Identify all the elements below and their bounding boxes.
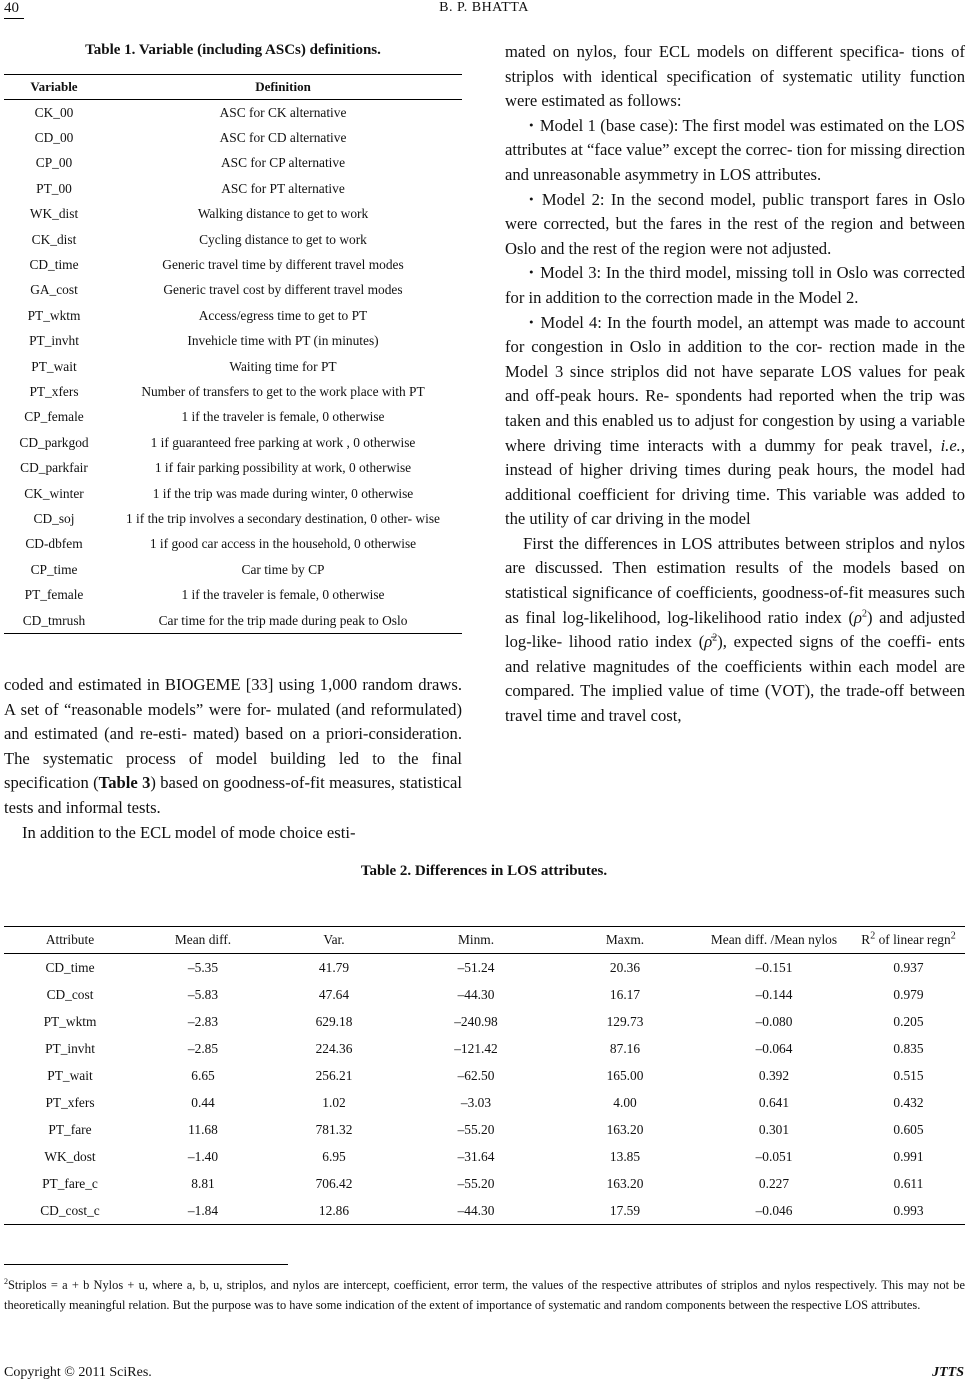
table2-cell-value: 16.17	[609, 986, 641, 1002]
table1-cell-definition: 1 if the traveler is female, 0 otherwise	[181, 587, 385, 603]
rho-superscript: 2	[861, 608, 867, 620]
table1	[4, 74, 462, 634]
table1-row	[4, 354, 462, 379]
table1-cell-definition: Car time by CP	[241, 561, 325, 577]
bullet-model-2: ・Model 2: In the second model, public transport fares in Oslo were corrected, but the fares in the rest of the region and between Oslo and the rest of the region were not adjusted.	[505, 189, 965, 258]
table2-cell-value: –62.50	[457, 1067, 495, 1083]
table1-cell-definition: 1 if the trip involves a secondary destination, 0 other- wise	[126, 510, 440, 526]
table2-cell-attribute: PT_invht	[45, 1040, 95, 1056]
table-reference: Table 3	[98, 773, 151, 793]
paragraph: mated on nylos, four ECL models on different specifica- tions of striplos with identical specification of systematic utility function were estimated as follows:	[505, 42, 965, 111]
table2-cell-value: 0.605	[893, 1121, 924, 1137]
table2-cell-value: 165.00	[606, 1067, 644, 1083]
table2-cell-value: –0.064	[755, 1040, 793, 1056]
table2-cell-value: 0.979	[893, 986, 924, 1002]
table2-header-row	[4, 927, 965, 954]
table1-cell-variable: PT_00	[36, 180, 72, 196]
table1-row	[4, 481, 462, 506]
table1-row	[4, 379, 462, 404]
table1-cell-variable: GA_cost	[30, 282, 78, 298]
paragraph-text: ) based on goodness-of-fit measures, statistical tests and informal tests.	[4, 773, 463, 817]
table1-caption: Table 1. Variable (including ASCs) definitions.	[85, 42, 381, 58]
table1-cell-variable: CK_winter	[24, 485, 84, 501]
paragraph	[505, 532, 965, 729]
table2-cell-value: –1.84	[136, 1197, 270, 1225]
table2-cell-value: –44.30	[457, 986, 495, 1002]
table2-cell-value: –55.20	[457, 1175, 495, 1191]
table1-cell-variable: CD_tmrush	[4, 608, 104, 634]
table1-header-definition: Definition	[104, 75, 462, 100]
table1-cell-definition: ASC for CD alternative	[219, 130, 347, 146]
table2-cell-value: 87.16	[609, 1040, 641, 1056]
table2-header-cell: Minm.	[398, 927, 554, 954]
table2-cell-value: 6.65	[191, 1067, 215, 1083]
table1-row	[4, 125, 462, 150]
italic-text: i.e.	[940, 435, 961, 455]
table1-cell-definition: 1 if fair parking possibility at work, 0 otherwise	[154, 460, 412, 476]
header-text: R	[861, 932, 871, 947]
paragraph-text: coded and estimated in BIOGEME [33] using 1,000 random draws. A set of “reasonable models” were for- mulated (and reformulated) and estimated (and re-esti- mated) based on a priori-consideration. The systematic process of model building led to the final specification (	[4, 675, 462, 793]
table2-cell-value: 629.18	[315, 1013, 353, 1029]
table2-cell-value: 224.36	[315, 1040, 353, 1056]
table2-cell-value: 41.79	[318, 959, 350, 975]
paragraph: In addition to the ECL model of mode choice esti-	[22, 822, 356, 842]
table2-cell-value: 12.86	[270, 1197, 398, 1225]
table2-cell-value: 0.993	[852, 1197, 965, 1225]
table2-cell-value: –2.85	[187, 1040, 219, 1056]
page-number: 40	[4, 0, 19, 16]
table2-cell-value: 8.81	[191, 1175, 215, 1191]
table1-cell-variable: CP_time	[30, 561, 78, 577]
table2-cell-value: 256.21	[315, 1067, 353, 1083]
rho-bar-superscript: 2	[712, 632, 718, 644]
table1-row	[4, 582, 462, 607]
table1-cell-definition: Walking distance to get to work	[197, 206, 369, 222]
table2-cell-value: 0.835	[893, 1040, 924, 1056]
table2-cell-value: –1.40	[187, 1148, 219, 1164]
table2-cell-value: –240.98	[454, 1013, 498, 1029]
table2-cell-value: 0.301	[758, 1121, 790, 1137]
paragraph-text: First the differences in LOS attributes between striplos and nylos are discussed. Then estimation results of the models based on statistical significance of coefficients, goodness-of-fit measures such as final log-likelihood, log-likelihood ratio index (	[505, 533, 965, 627]
table1-cell-variable: CK_dist	[31, 231, 77, 247]
table1-row	[4, 506, 462, 531]
table2-cell-value: 0.44	[191, 1094, 215, 1110]
table1-row	[4, 176, 462, 201]
table1-cell-definition: 1 if the trip was made during winter, 0 otherwise	[152, 485, 414, 501]
table2-row	[4, 1062, 965, 1089]
table2-cell-value: –0.080	[755, 1013, 793, 1029]
right-column-text	[505, 40, 965, 729]
table2-header-cell: Mean diff.	[136, 927, 270, 954]
table1-row	[4, 100, 462, 126]
table2-row	[4, 1116, 965, 1143]
paragraph	[4, 673, 462, 821]
footnote-rule	[4, 1264, 288, 1265]
table1-cell-variable: CD-dbfem	[25, 536, 83, 552]
journal-name: JTTS	[932, 1365, 964, 1380]
table2-cell-value: –0.151	[755, 959, 793, 975]
table1-cell-variable: WK_dist	[29, 206, 79, 222]
table1-row	[4, 202, 462, 227]
table2-row	[4, 1143, 965, 1170]
table1-cell-definition: Access/egress time to get to PT	[198, 307, 368, 323]
header-text: of linear regn	[875, 932, 951, 947]
table1-cell-variable: CD_parkgod	[19, 434, 89, 450]
table1-cell-definition: Generic travel time by different travel modes	[162, 257, 404, 273]
table1-cell-variable: CD_00	[34, 130, 74, 146]
table2-cell-value: –44.30	[398, 1197, 554, 1225]
paragraph-text: ・Model 4: In the fourth model, an attempt was made to account for congestion in Oslo in addition to the cor- rection made in the Model 3 since striplos did not have separate LOS values for peak and off-peak hours. Re- spondents had reported when the trip was taken and this enabled us to adjust for congestion by using a variable where driving time interacts with a dummy for peak travel,	[505, 312, 965, 455]
table2-row	[4, 981, 965, 1008]
footnote-text: Striplos = a + b Nylos + u, where a, b, u, striplos, and nylos are intercept, coefficient, error term, the values of the respective attributes of striplos and nylos respectively. This may not be theoretically meaningful relation. But the purpose was to have some indication of the extent of importance of systematic and random components between the respective LOS attributes.	[4, 1278, 965, 1312]
table1-cell-definition: ASC for CP alternative	[220, 155, 346, 171]
table2-cell-attribute: CD_cost_c	[4, 1197, 136, 1225]
table2-cell-value: 17.59	[554, 1197, 696, 1225]
table1-row	[4, 557, 462, 582]
table2-cell-value: 0.227	[758, 1175, 790, 1191]
table2-header-cell: Attribute	[4, 927, 136, 954]
table1-cell-variable: CP_00	[35, 155, 73, 171]
table1-row	[4, 252, 462, 277]
table2-cell-value: –121.42	[454, 1040, 498, 1056]
table2-row	[4, 1170, 965, 1197]
table2-cell-attribute: CD_time	[45, 959, 95, 975]
table2-row	[4, 1008, 965, 1035]
table1-cell-definition: ASC for CK alternative	[219, 104, 347, 120]
table2-cell-attribute: PT_fare	[48, 1121, 92, 1137]
header-rule	[4, 18, 24, 19]
table2-cell-value: 0.937	[893, 959, 924, 975]
table1-row	[4, 303, 462, 328]
table2-cell-value: 0.392	[758, 1067, 790, 1083]
table2-cell-value: –0.046	[696, 1197, 852, 1225]
left-column-text	[4, 673, 462, 845]
table2-cell-value: 6.95	[322, 1148, 346, 1164]
table2-cell-value: –2.83	[187, 1013, 219, 1029]
table2-cell-value: 0.611	[893, 1175, 924, 1191]
table1-row	[4, 329, 462, 354]
table2-cell-value: –0.051	[755, 1148, 793, 1164]
table1-row	[4, 532, 462, 557]
table1-row	[4, 151, 462, 176]
table1-cell-definition: Number of transfers to get to the work place with PT	[141, 383, 425, 399]
table2-cell-attribute: CD_cost	[46, 986, 94, 1002]
running-head: B. P. BHATTA	[439, 0, 529, 15]
footnote	[4, 1275, 965, 1315]
table2-cell-value: 4.00	[613, 1094, 637, 1110]
footnote-marker: 2	[4, 1276, 8, 1286]
rho-symbol: ρ	[853, 607, 862, 627]
table1-cell-definition: ASC for PT alternative	[221, 180, 345, 196]
table1-row	[4, 455, 462, 480]
table1-cell-variable: CP_female	[24, 409, 84, 425]
table2-cell-attribute: PT_wktm	[43, 1013, 97, 1029]
table2-cell-value: –31.64	[457, 1148, 495, 1164]
table2-cell-value: 706.42	[315, 1175, 353, 1191]
table2-cell-value: 47.64	[318, 986, 350, 1002]
table2-header-cell: Maxm.	[554, 927, 696, 954]
table2-header-cell: Var.	[270, 927, 398, 954]
paragraph-text: , instead of higher driving times during peak hours, the model had additional coefficient for driving time. This variable was added to the utility of car driving in the model	[505, 435, 965, 529]
bullet-model-4	[505, 311, 965, 532]
table1-row	[4, 227, 462, 252]
table1-cell-variable: CK_00	[34, 104, 74, 120]
table2-header-r2	[852, 927, 965, 954]
table2-row	[4, 1035, 965, 1062]
rho-bar-symbol: ρ̄	[704, 632, 713, 652]
paragraph-text: ), expected signs of the coeffi- ents and relative magnitudes of the coefficients within each model are compared. The implied value of time (VOT), the trade-off between travel time and travel cost,	[505, 632, 965, 726]
paragraph-text: ) and adjusted log-like- lihood ratio index (	[505, 607, 965, 652]
table2-cell-value: 0.432	[893, 1094, 924, 1110]
table1-cell-definition: Invehicle time with PT (in minutes)	[187, 333, 379, 349]
superscript: 2	[950, 930, 956, 942]
bullet-model-3: ・Model 3: In the third model, missing toll in Oslo was corrected for in addition to the correction made in the Model 2.	[505, 263, 965, 307]
table1-cell-definition: Cycling distance to get to work	[199, 231, 367, 247]
table2-row	[4, 954, 965, 982]
table2-cell-attribute: PT_fare_c	[42, 1175, 98, 1191]
table2-cell-value: –0.144	[755, 986, 793, 1002]
table1-row	[4, 608, 462, 634]
bullet-model-1: ・Model 1 (base case): The first model was estimated on the LOS attributes at “face value” except the correc- tion for missing direction and unreasonable asymmetry in LOS attributes.	[505, 115, 965, 184]
table1-header-row	[4, 75, 462, 100]
table1-cell-variable: CD_soj	[33, 510, 75, 526]
table2-cell-value: 163.20	[606, 1121, 644, 1137]
table2-cell-value: –55.20	[457, 1121, 495, 1137]
table2-row	[4, 1089, 965, 1116]
table2-cell-value: 11.68	[188, 1121, 218, 1137]
table2-cell-value: 13.85	[609, 1148, 641, 1164]
table2-header-cell: Mean diff. /Mean nylos	[696, 927, 852, 954]
table1-body	[4, 100, 462, 634]
table2-cell-attribute: PT_xfers	[45, 1094, 95, 1110]
superscript: 2	[870, 930, 876, 942]
table2-cell-value: 0.205	[893, 1013, 924, 1029]
table1-cell-variable: PT_female	[24, 587, 84, 603]
table2-cell-value: 20.36	[609, 959, 641, 975]
table1-cell-definition: Car time for the trip made during peak to Oslo	[104, 608, 462, 634]
table1-cell-variable: PT_xfers	[29, 383, 79, 399]
table2-cell-value: 0.641	[758, 1094, 790, 1110]
table2-cell-value: –5.35	[187, 959, 219, 975]
table2-cell-value: 1.02	[322, 1094, 346, 1110]
table1-header-variable: Variable	[4, 75, 104, 100]
table1-cell-variable: PT_wktm	[27, 307, 81, 323]
table1-row	[4, 405, 462, 430]
table2-cell-value: –5.83	[187, 986, 219, 1002]
table2-cell-value: 163.20	[606, 1175, 644, 1191]
table1-cell-definition: 1 if guaranteed free parking at work , 0 otherwise	[150, 434, 416, 450]
table2-body	[4, 954, 965, 1225]
table2-cell-value: 781.32	[315, 1121, 353, 1137]
table1-row	[4, 278, 462, 303]
table1-cell-definition: Generic travel cost by different travel modes	[163, 282, 403, 298]
table2-cell-value: –51.24	[457, 959, 495, 975]
table2-cell-value: 0.515	[893, 1067, 924, 1083]
table2-row	[4, 1197, 965, 1225]
table1-cell-definition: 1 if good car access in the household, 0 otherwise	[149, 536, 417, 552]
table2-cell-attribute: PT_wait	[47, 1067, 93, 1083]
table2-cell-attribute: WK_dost	[44, 1148, 96, 1164]
table1-cell-variable: PT_invht	[29, 333, 79, 349]
table2	[4, 926, 965, 1225]
table1-cell-variable: PT_wait	[31, 358, 77, 374]
table1-cell-variable: CD_parkfair	[20, 460, 88, 476]
table1-cell-variable: CD_time	[29, 257, 79, 273]
table1-cell-definition: Waiting time for PT	[229, 358, 337, 374]
table2-cell-value: –3.03	[460, 1094, 492, 1110]
table1-row	[4, 430, 462, 455]
table2-caption: Table 2. Differences in LOS attributes.	[360, 863, 608, 879]
copyright: Copyright © 2011 SciRes.	[4, 1365, 152, 1380]
table2-cell-value: 0.991	[893, 1148, 924, 1164]
table1-cell-definition: 1 if the traveler is female, 0 otherwise	[181, 409, 385, 425]
table2-cell-value: 129.73	[606, 1013, 644, 1029]
